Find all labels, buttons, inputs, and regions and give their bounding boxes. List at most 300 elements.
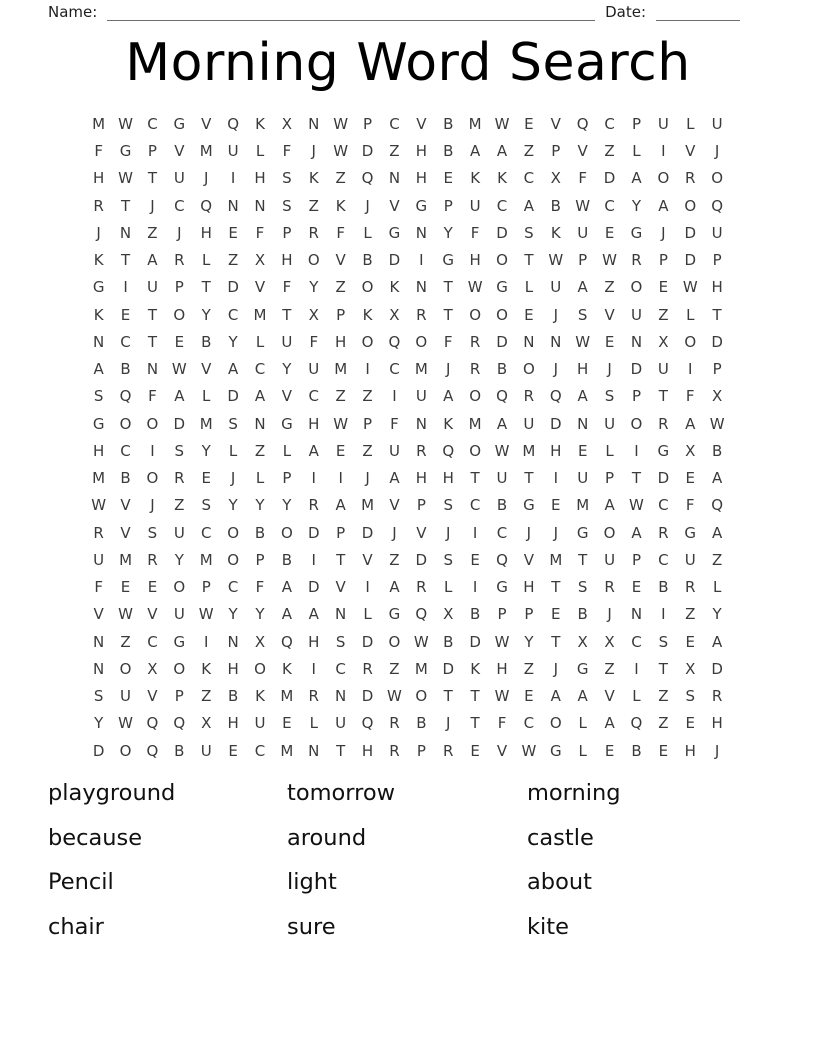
grid-cell: X xyxy=(308,305,319,324)
grid-cell: Z xyxy=(389,659,400,678)
grid-cell: P xyxy=(174,278,184,297)
grid-cell: R xyxy=(147,550,158,569)
grid-cell: T xyxy=(712,305,722,324)
grid-cell: B xyxy=(227,687,239,706)
grid-cell: E xyxy=(120,305,131,324)
grid-cell: L xyxy=(578,714,587,733)
grid-cell: G xyxy=(119,142,132,161)
grid-cell: Q xyxy=(227,114,239,133)
grid-cell: T xyxy=(147,332,158,351)
grid-cell: H xyxy=(469,251,481,270)
grid-cell: H xyxy=(93,441,105,460)
grid-cell: W xyxy=(467,278,483,297)
grid-cell: O xyxy=(361,332,374,351)
grid-cell: X xyxy=(604,632,615,651)
grid-cell: F xyxy=(94,578,103,597)
grid-cell: N xyxy=(523,332,535,351)
grid-cell: E xyxy=(658,741,669,760)
grid-cell: C xyxy=(120,332,131,351)
grid-cell: A xyxy=(523,196,535,215)
grid-cell: U xyxy=(93,550,105,569)
grid-cell: W xyxy=(494,114,510,133)
grid-cell: B xyxy=(120,469,131,488)
grid-cell: S xyxy=(335,632,346,651)
grid-cell: Q xyxy=(442,441,455,460)
grid-cell: A xyxy=(577,387,588,406)
grid-cell: X xyxy=(254,251,266,270)
grid-cell: S xyxy=(577,578,588,597)
grid-cell: Y xyxy=(201,305,211,324)
grid-cell: Z xyxy=(604,142,615,161)
grid-cell: S xyxy=(93,687,104,706)
grid-cell: O xyxy=(119,741,132,760)
grid-cell: G xyxy=(388,605,401,624)
grid-cell: N xyxy=(146,360,159,379)
grid-cell: U xyxy=(254,714,266,733)
grid-cell: V xyxy=(416,523,427,542)
grid-cell: D xyxy=(227,278,239,297)
grid-cell: V xyxy=(389,196,400,215)
grid-cell: D xyxy=(684,251,697,270)
grid-cell: A xyxy=(281,578,293,597)
grid-cell: W xyxy=(709,414,725,433)
grid-cell: O xyxy=(119,414,132,433)
grid-cell: E xyxy=(120,578,131,597)
grid-cell: K xyxy=(389,278,400,297)
word-list-item: sure xyxy=(287,913,336,940)
grid-cell: V xyxy=(201,114,212,133)
grid-cell: V xyxy=(147,605,158,624)
grid-cell: A xyxy=(443,387,454,406)
grid-cell: J xyxy=(553,305,558,324)
grid-cell: L xyxy=(605,441,614,460)
grid-cell: H xyxy=(281,251,293,270)
grid-cell: H xyxy=(308,414,320,433)
grid-cell: B xyxy=(174,741,185,760)
grid-cell: K xyxy=(255,687,265,706)
grid-cell: O xyxy=(684,332,697,351)
grid-cell: A xyxy=(469,142,481,161)
grid-cell: Z xyxy=(523,659,535,678)
grid-cell: J xyxy=(607,605,612,624)
grid-cell: V xyxy=(93,605,104,624)
grid-cell: N xyxy=(308,114,320,133)
grid-cell: A xyxy=(577,687,588,706)
grid-cell: C xyxy=(604,114,615,133)
grid-cell: A xyxy=(335,496,346,515)
grid-cell: D xyxy=(361,632,374,651)
date-label: Date: xyxy=(605,3,646,21)
grid-cell: N xyxy=(93,632,105,651)
grid-cell: V xyxy=(550,114,561,133)
grid-cell: J xyxy=(553,659,558,678)
grid-cell: A xyxy=(496,414,508,433)
grid-cell: W xyxy=(575,196,591,215)
grid-cell: S xyxy=(201,496,211,515)
grid-cell: A xyxy=(712,523,723,542)
grid-cell: Y xyxy=(255,496,265,515)
grid-cell: T xyxy=(282,305,292,324)
grid-cell: G xyxy=(523,496,535,515)
grid-cell: G xyxy=(549,741,562,760)
word-list-item: chair xyxy=(48,913,104,940)
grid-cell: R xyxy=(308,496,319,515)
grid-cell: L xyxy=(686,305,695,324)
grid-cell: I xyxy=(311,550,316,569)
grid-cell: N xyxy=(630,332,643,351)
grid-cell: O xyxy=(307,251,320,270)
grid-cell: J xyxy=(714,741,720,760)
grid-cell: X xyxy=(147,659,158,678)
grid-cell: H xyxy=(684,741,696,760)
grid-cell: D xyxy=(657,469,670,488)
grid-cell: Z xyxy=(147,223,158,242)
grid-cell: A xyxy=(496,142,508,161)
grid-cell: C xyxy=(496,196,508,215)
grid-cell: M xyxy=(361,496,375,515)
grid-cell: Q xyxy=(146,741,159,760)
grid-cell: D xyxy=(442,659,454,678)
word-list-item: castle xyxy=(527,824,594,851)
grid-cell: X xyxy=(711,387,723,406)
grid-cell: L xyxy=(309,714,318,733)
grid-cell: E xyxy=(228,741,238,760)
grid-cell: V xyxy=(685,142,696,161)
grid-cell: Q xyxy=(361,169,374,188)
grid-cell: Y xyxy=(309,278,319,297)
grid-cell: J xyxy=(365,196,370,215)
grid-cell: U xyxy=(415,387,427,406)
grid-cell: C xyxy=(200,523,212,542)
grid-cell: R xyxy=(416,305,427,324)
grid-cell: E xyxy=(551,496,561,515)
grid-cell: W xyxy=(118,114,133,133)
grid-cell: G xyxy=(173,114,186,133)
grid-cell: I xyxy=(365,360,370,379)
grid-cell: H xyxy=(200,223,212,242)
grid-cell: Q xyxy=(576,114,589,133)
grid-cell: N xyxy=(335,605,347,624)
header-row xyxy=(0,0,816,21)
grid-cell: R xyxy=(469,332,481,351)
grid-cell: T xyxy=(551,632,561,651)
grid-cell: A xyxy=(254,387,266,406)
grid-cell: U xyxy=(711,223,723,242)
grid-cell: Z xyxy=(685,605,696,624)
grid-cell: Z xyxy=(201,687,212,706)
grid-cell: A xyxy=(685,414,696,433)
grid-cell: E xyxy=(658,278,669,297)
grid-cell: U xyxy=(173,523,185,542)
grid-cell: U xyxy=(550,278,562,297)
grid-cell: E xyxy=(524,305,534,324)
grid-cell: W xyxy=(521,741,537,760)
grid-cell: W xyxy=(494,441,510,460)
grid-cell: Z xyxy=(335,387,346,406)
grid-cell: F xyxy=(497,714,507,733)
grid-cell: C xyxy=(631,632,642,651)
grid-cell: I xyxy=(311,659,316,678)
grid-cell: S xyxy=(174,441,185,460)
grid-cell: E xyxy=(524,114,534,133)
grid-cell: S xyxy=(443,550,453,569)
grid-cell: Z xyxy=(120,632,131,651)
grid-cell: M xyxy=(576,496,590,515)
grid-cell: U xyxy=(711,114,723,133)
grid-cell: O xyxy=(522,360,535,379)
grid-cell: E xyxy=(470,550,480,569)
grid-cell: W xyxy=(118,605,133,624)
grid-cell: E xyxy=(631,578,642,597)
grid-cell: U xyxy=(146,278,158,297)
grid-cell: Z xyxy=(523,142,535,161)
grid-cell: Y xyxy=(228,605,238,624)
grid-cell: I xyxy=(472,578,478,597)
grid-cell: N xyxy=(254,196,266,215)
grid-cell: D xyxy=(92,741,105,760)
grid-cell: G xyxy=(442,251,455,270)
grid-cell: C xyxy=(604,196,615,215)
grid-cell: J xyxy=(150,196,155,215)
grid-cell: C xyxy=(227,578,239,597)
grid-cell: Y xyxy=(228,496,238,515)
grid-cell: A xyxy=(550,687,561,706)
grid-cell: O xyxy=(630,414,643,433)
grid-cell: K xyxy=(93,251,104,270)
grid-cell: O xyxy=(630,278,643,297)
grid-cell: K xyxy=(470,169,481,188)
grid-cell: M xyxy=(199,414,213,433)
grid-cell: C xyxy=(335,659,346,678)
grid-cell: G xyxy=(415,196,428,215)
grid-cell: A xyxy=(174,387,185,406)
grid-cell: R xyxy=(93,523,104,542)
grid-cell: K xyxy=(550,223,561,242)
grid-cell: A xyxy=(631,523,642,542)
grid-cell: D xyxy=(550,414,562,433)
grid-cell: R xyxy=(93,196,104,215)
grid-cell: G xyxy=(92,414,105,433)
grid-cell: U xyxy=(657,360,669,379)
grid-cell: P xyxy=(282,469,292,488)
grid-cell: I xyxy=(311,469,316,488)
grid-cell: W xyxy=(333,414,349,433)
grid-cell: P xyxy=(712,251,722,270)
grid-cell: C xyxy=(523,169,535,188)
grid-cell: H xyxy=(577,360,589,379)
grid-cell: U xyxy=(657,114,669,133)
grid-cell: Z xyxy=(711,550,723,569)
grid-cell: K xyxy=(443,414,454,433)
grid-cell: X xyxy=(685,441,696,460)
grid-cell: Q xyxy=(200,196,213,215)
grid-cell: D xyxy=(173,414,186,433)
grid-cell: H xyxy=(254,169,266,188)
grid-cell: A xyxy=(281,605,293,624)
grid-cell: D xyxy=(307,578,320,597)
grid-cell: J xyxy=(661,223,666,242)
grid-cell: S xyxy=(147,523,158,542)
grid-cell: X xyxy=(443,605,454,624)
grid-cell: S xyxy=(658,632,669,651)
grid-cell: A xyxy=(577,278,588,297)
grid-cell: P xyxy=(416,496,426,515)
grid-cell: Y xyxy=(631,196,642,215)
grid-cell: J xyxy=(714,142,720,161)
grid-cell: I xyxy=(472,523,478,542)
grid-cell: J xyxy=(446,714,451,733)
grid-cell: K xyxy=(362,305,373,324)
grid-cell: U xyxy=(604,414,616,433)
grid-cell: O xyxy=(361,278,374,297)
grid-cell: Q xyxy=(630,714,643,733)
grid-cell: M xyxy=(92,114,106,133)
grid-cell: L xyxy=(444,578,453,597)
word-list-item: kite xyxy=(527,913,569,940)
grid-cell: T xyxy=(524,469,534,488)
grid-cell: D xyxy=(711,659,723,678)
grid-cell: U xyxy=(308,360,320,379)
grid-cell: Z xyxy=(362,387,373,406)
grid-cell: O xyxy=(173,659,186,678)
grid-cell: V xyxy=(335,578,346,597)
grid-cell: T xyxy=(631,469,642,488)
word-list-item: morning xyxy=(527,780,621,807)
grid-cell: R xyxy=(711,687,723,706)
grid-cell: Q xyxy=(496,387,508,406)
grid-cell: H xyxy=(496,659,508,678)
grid-cell: A xyxy=(631,169,642,188)
grid-cell: B xyxy=(658,578,669,597)
grid-cell: R xyxy=(308,223,319,242)
grid-cell: U xyxy=(604,550,616,569)
grid-cell: X xyxy=(201,714,212,733)
grid-cell: U xyxy=(227,142,239,161)
grid-cell: N xyxy=(415,414,427,433)
grid-cell: W xyxy=(575,332,591,351)
grid-cell: O xyxy=(227,550,239,569)
grid-cell: B xyxy=(362,251,373,270)
grid-cell: A xyxy=(712,469,723,488)
grid-cell: P xyxy=(631,114,641,133)
grid-cell: W xyxy=(198,605,214,624)
grid-cell: K xyxy=(201,659,212,678)
grid-cell: H xyxy=(335,332,347,351)
grid-cell: E xyxy=(282,714,292,733)
grid-cell: B xyxy=(469,605,481,624)
grid-cell: T xyxy=(336,741,346,760)
grid-cell: B xyxy=(443,142,454,161)
grid-cell: P xyxy=(282,223,292,242)
grid-cell: E xyxy=(228,223,238,242)
grid-cell: L xyxy=(686,114,695,133)
grid-cell: P xyxy=(658,251,668,270)
grid-cell: N xyxy=(93,659,105,678)
grid-cell: V xyxy=(147,687,158,706)
grid-cell: V xyxy=(281,387,293,406)
grid-cell: T xyxy=(443,305,453,324)
grid-cell: V xyxy=(416,114,427,133)
grid-cell: M xyxy=(280,741,294,760)
grid-cell: Y xyxy=(712,605,722,624)
grid-cell: Q xyxy=(549,387,562,406)
grid-cell: N xyxy=(550,332,562,351)
grid-cell: Q xyxy=(361,714,374,733)
grid-cell: I xyxy=(688,360,693,379)
grid-cell: C xyxy=(658,496,669,515)
grid-cell: W xyxy=(333,142,349,161)
grid-cell: A xyxy=(93,360,104,379)
grid-cell: V xyxy=(496,741,508,760)
grid-cell: O xyxy=(549,714,562,733)
grid-cell: E xyxy=(147,578,158,597)
grid-cell: O xyxy=(684,196,697,215)
grid-cell: E xyxy=(470,741,480,760)
grid-cell: X xyxy=(281,114,293,133)
grid-cell: R xyxy=(362,659,373,678)
grid-cell: F xyxy=(336,223,345,242)
grid-cell: E xyxy=(335,441,346,460)
grid-cell: P xyxy=(201,578,211,597)
grid-cell: J xyxy=(230,469,236,488)
grid-cell: X xyxy=(550,169,561,188)
grid-cell: P xyxy=(551,142,561,161)
grid-cell: A xyxy=(389,578,400,597)
grid-cell: I xyxy=(338,469,343,488)
grid-cell: N xyxy=(335,687,347,706)
grid-cell: W xyxy=(171,360,187,379)
grid-cell: M xyxy=(414,659,428,678)
grid-cell: L xyxy=(255,142,265,161)
grid-cell: C xyxy=(658,550,669,569)
grid-cell: I xyxy=(365,578,370,597)
grid-cell: N xyxy=(119,223,132,242)
grid-cell: O xyxy=(603,523,616,542)
grid-cell: O xyxy=(469,387,482,406)
word-list-item: Pencil xyxy=(48,869,114,896)
grid-cell: M xyxy=(414,360,428,379)
grid-cell: R xyxy=(523,387,535,406)
grid-cell: K xyxy=(308,169,319,188)
grid-cell: I xyxy=(392,387,397,406)
grid-cell: F xyxy=(470,223,480,242)
grid-cell: C xyxy=(174,196,185,215)
grid-cell: L xyxy=(255,469,265,488)
grid-cell: T xyxy=(658,659,668,678)
grid-cell: V xyxy=(389,496,400,515)
grid-cell: I xyxy=(419,251,424,270)
grid-cell: B xyxy=(443,632,454,651)
grid-cell: G xyxy=(630,223,643,242)
grid-cell: O xyxy=(469,305,482,324)
grid-cell: A xyxy=(604,496,615,515)
grid-cell: O xyxy=(119,659,132,678)
grid-cell: O xyxy=(657,169,670,188)
grid-cell: F xyxy=(282,278,292,297)
grid-cell: K xyxy=(281,659,292,678)
grid-cell: H xyxy=(93,169,105,188)
grid-cell: N xyxy=(308,741,320,760)
grid-cell: O xyxy=(146,469,159,488)
grid-cell: F xyxy=(255,578,265,597)
grid-cell: R xyxy=(389,741,400,760)
grid-cell: E xyxy=(685,714,695,733)
grid-cell: M xyxy=(280,687,294,706)
page-title: Morning Word Search xyxy=(125,33,691,93)
grid-cell: C xyxy=(254,741,266,760)
grid-cell: Y xyxy=(255,605,265,624)
grid-cell: P xyxy=(578,251,588,270)
